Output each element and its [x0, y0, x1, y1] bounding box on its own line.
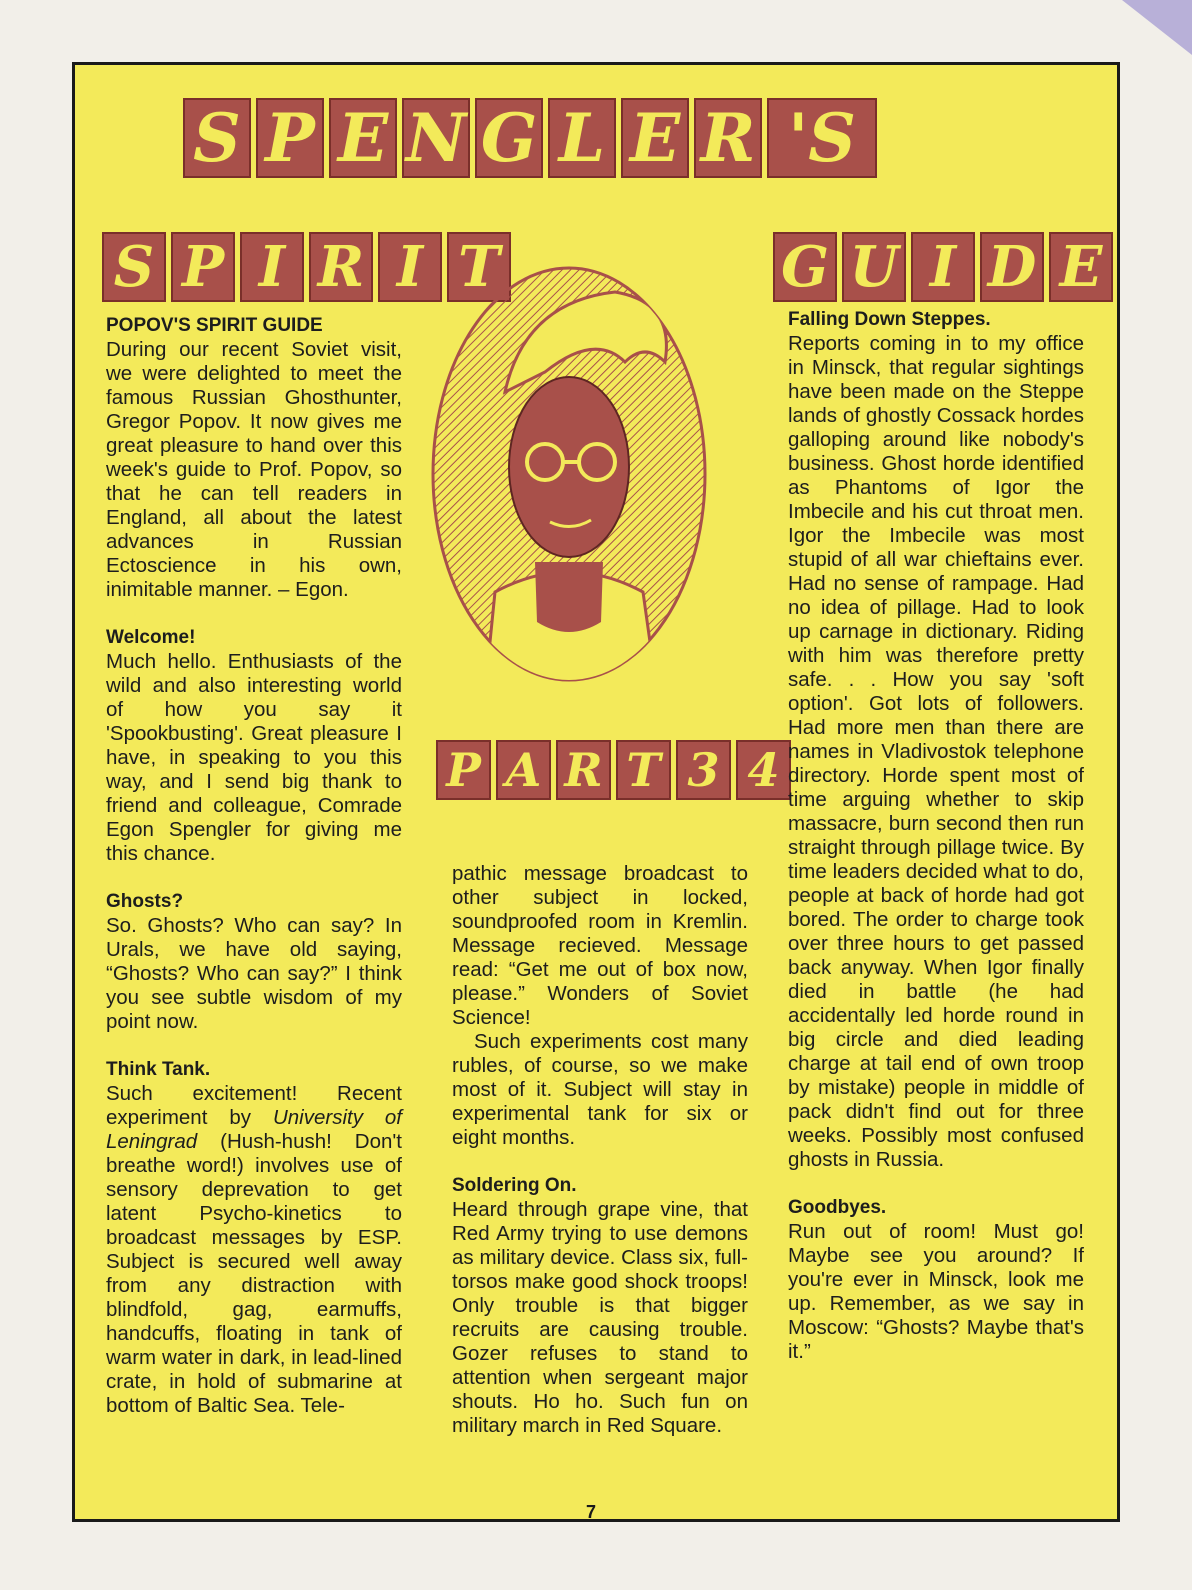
title-part-34: [436, 740, 791, 800]
title-tile: P: [436, 740, 491, 800]
section-heading: Think Tank.: [106, 1059, 211, 1080]
title-tile: S: [102, 232, 166, 302]
body-text: (Hush-hush! Don't breathe word!) involves use of sensory deprevation to get latent Psycho-kinetics to broadcast messages by ESP. Subject is secured well away from any distraction with blindfold, gag, earmuffs, handcuffs, floating in tank of warm water in dark, in lead-lined crate, in hold of submarine at bottom of Baltic Sea. Tele-: [106, 1130, 402, 1417]
section-body: Reports coming in to my office in Minsck, that regular sightings have been made on the Steppe lands of ghostly Cossack hordes galloping around like nobody's business. Ghost horde identified as Phantoms of Igor the Imbecile and his cut throat men. Igor the Imbecile was most stupid of all war chieftains ever. Had no sense of rampage. Had no idea of pillage. Had to look up carnage in dictionary. Riding with him was therefore pretty safe. . . How you say 'soft option'. Got lots of followers. Had more men than there are names in Vladivostok telephone directory. Horde spent most of time arguing whether to skip massacre, burn second then run straight through pillage twice. By time leaders decided what to do, people at back of horde had got bored. The order to charge took over three hours to get passed back anyway. When Igor finally died in battle (he had accidentally led horde round in big circle and died leading charge at tail end of own troop by mistake) people in middle of pack didn't find out for three weeks. Possibly most confused ghosts in Russia.: [788, 332, 1084, 1171]
title-tile: G: [475, 98, 543, 178]
section-heading: Welcome!: [106, 627, 196, 648]
section-body: [106, 1082, 402, 1418]
title-tile: N: [402, 98, 470, 178]
page-number: 7: [586, 1502, 597, 1522]
title-tile: R: [309, 232, 373, 302]
title-tile: P: [256, 98, 324, 178]
title-tile: 3: [676, 740, 731, 800]
popov-portrait-illustration: [425, 262, 713, 692]
title-tile: G: [773, 232, 837, 302]
title-tile: 'S: [767, 98, 877, 178]
corner-fold: [1122, 0, 1192, 55]
section-heading: Soldering On.: [452, 1175, 577, 1196]
title-tile: L: [548, 98, 616, 178]
title-tile: I: [378, 232, 442, 302]
title-tile: E: [621, 98, 689, 178]
title-tile: I: [911, 232, 975, 302]
section-body: During our recent Soviet visit, we were delighted to meet the famous Russian Ghosthunter, Gregor Popov. It now gives me great pleasure to hand over this week's guide to Prof. Popov, so that he can tell readers in England, all about the latest advances in Russian Ectoscience in his own, inimitable manner. – Egon.: [106, 338, 402, 601]
section-heading: Ghosts?: [106, 891, 184, 912]
title-tile: U: [842, 232, 906, 302]
column-left: [106, 314, 402, 1418]
title-guide: [773, 232, 1113, 302]
title-tile: P: [171, 232, 235, 302]
section-body: pathic message broadcast to other subject in locked, soundproofed room in Kremlin. Message recieved. Message read: “Get me out of box now, please.” Wonders of Soviet Science!: [452, 862, 748, 1029]
body-text-italic: University of Leningrad: [106, 1106, 403, 1153]
section-body: Much hello. Enthusiasts of the wild and also interesting world of how you say it 'Spookbusting'. Great pleasure I have, in speaking to you this way, and I send big thank to friend and colleague, Comrade Egon Spengler for giving me this chance.: [106, 650, 402, 865]
section-body: Such experiments cost many rubles, of course, so we make most of it. Subject will stay in experimental tank for six or eight months.: [452, 1030, 748, 1149]
section-body: Run out of room! Must go! Maybe see you around? If you're ever in Minsck, look me up. Remember, as we say in Moscow: “Ghosts? Maybe that's it.”: [788, 1220, 1084, 1363]
column-middle: [452, 862, 748, 1438]
title-tile: T: [447, 232, 511, 302]
section-body: So. Ghosts? Who can say? In Urals, we have old saying, “Ghosts? Who can say?” I think you see subtle wisdom of my point now.: [106, 914, 402, 1033]
title-tile: E: [329, 98, 397, 178]
title-tile: E: [1049, 232, 1113, 302]
title-tile: 4: [736, 740, 791, 800]
section-body: Heard through grape vine, that Red Army trying to use demons as military device. Class six, full-torsos make good shock troops! Only trouble is that bigger recruits are causing trouble. Gozer refuses to stand to attention when sergeant major shouts. Ho ho. Such fun on military march in Red Square.: [452, 1198, 748, 1437]
title-tile: I: [240, 232, 304, 302]
body-text: Such excitement! Recent experiment by: [106, 1082, 402, 1129]
title-spenglers: [183, 98, 877, 178]
title-tile: D: [980, 232, 1044, 302]
section-heading: POPOV'S SPIRIT GUIDE: [106, 315, 323, 336]
section-heading: Goodbyes.: [788, 1197, 887, 1218]
title-tile: S: [183, 98, 251, 178]
title-tile: R: [694, 98, 762, 178]
column-right: [788, 308, 1084, 1364]
title-tile: T: [616, 740, 671, 800]
title-tile: A: [496, 740, 551, 800]
section-heading: Falling Down Steppes.: [788, 309, 991, 330]
title-tile: R: [556, 740, 611, 800]
